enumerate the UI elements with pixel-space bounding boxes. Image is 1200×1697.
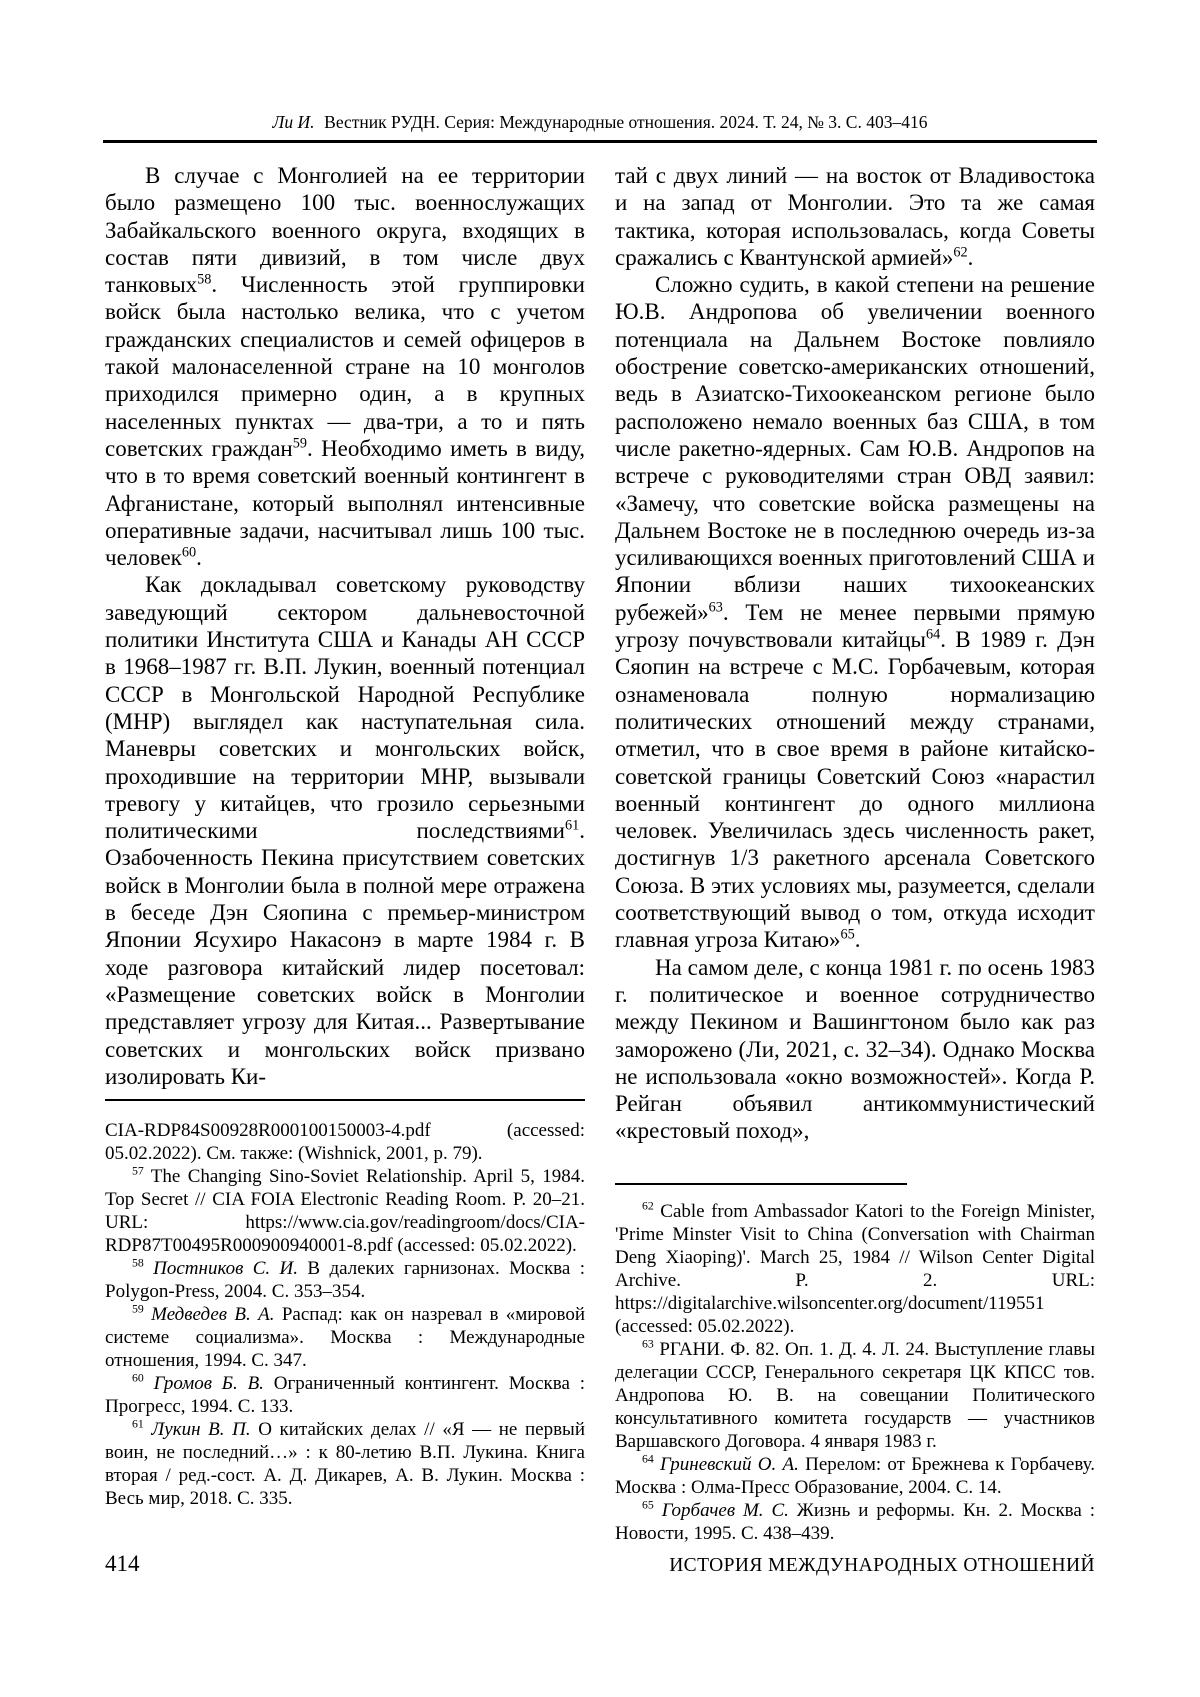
text-run bbox=[144, 1373, 154, 1394]
footnote-list bbox=[105, 1119, 585, 1510]
column-left bbox=[105, 162, 585, 1554]
footnote-ref: 60 bbox=[132, 1371, 144, 1385]
footnote-ref: 63 bbox=[708, 599, 723, 616]
text-run: На самом деле, с конца 1981 г. по осень 1983 г. политическое и военное сотрудничество между Пекином и Вашингтоном было как раз заморожено (Ли, 2021, с. 32–34). Однако Москва не использовала «окно возможностей». Когда Р. Рейган объявил антикоммунистический «крестовый поход», bbox=[615, 954, 1095, 1144]
footnote-ref: 61 bbox=[132, 1417, 144, 1431]
footnote bbox=[615, 1200, 1095, 1338]
text-run: В далеких гарнизонах. Москва : Polygon-Press, 2004. С. 353–354. bbox=[105, 1258, 585, 1302]
text-run: Cable from Ambassador Katori to the Foreign Minister, 'Prime Minster Visit to China (Conversation with Chairman Deng Xiaoping)'. March 25, 1984 // Wilson Center Digital Archive. P. 2. URL: https://digitalarchive.wilsoncenter.org/document/119551 (accessed: 05.02.2022). bbox=[615, 1201, 1095, 1337]
text-run: . Численность этой группировки войск была настолько велика, что с учетом гражданских специалистов и семей офицеров в такой малонаселенной стране на 10 монголов приходился примерно один, а в крупных населенных пунктах — два-три, а то и пять советских граждан bbox=[105, 272, 585, 461]
text-run bbox=[144, 1258, 153, 1279]
footnote-ref: 61 bbox=[565, 817, 580, 834]
column-left-text bbox=[105, 162, 585, 1094]
paragraph bbox=[615, 271, 1095, 953]
column-right-text bbox=[615, 162, 1095, 1172]
italic-text-run: Медведев В. А. bbox=[151, 1304, 275, 1325]
text-run bbox=[654, 1500, 662, 1521]
column-right-footnotes bbox=[615, 1183, 1095, 1545]
footnote-ref: 59 bbox=[292, 435, 307, 452]
text-run: Распад: как он назревал в «мировой системе социализма». Москва : Международные отношения, 1994. С. 347. bbox=[105, 1304, 585, 1371]
text-run: Перелом: от Брежнева к Горбачеву. Москва : Олма-Пресс Образование, 2004. С. 14. bbox=[615, 1454, 1095, 1498]
page-number: 414 bbox=[105, 1551, 140, 1576]
footnote bbox=[105, 1165, 585, 1257]
footnote bbox=[615, 1338, 1095, 1453]
header-rule bbox=[103, 140, 1097, 143]
footnote-ref: 63 bbox=[642, 1337, 654, 1351]
italic-text-run: Постников С. И. bbox=[153, 1258, 299, 1279]
article-body bbox=[105, 162, 1095, 1554]
italic-text-run: Гриневский О. А. bbox=[660, 1454, 799, 1475]
footnote-ref: 60 bbox=[181, 544, 197, 561]
italic-text-run: Громов Б. В. bbox=[153, 1373, 264, 1394]
footnote-separator bbox=[105, 1099, 585, 1101]
text-run: Жизнь и реформы. Кн. 2. Москва : Новости, 1995. С. 438–439. bbox=[615, 1500, 1096, 1544]
column-right bbox=[615, 162, 1095, 1554]
text-run: The Changing Sino-Soviet Relationship. April 5, 1984. Top Secret // CIA FOIA Electronic Reading Room. P. 20–21. URL: https://www.cia.gov/readingroom/docs/CIA-RDP87T00495R000900940001-8.pdf (accessed: 05.02.2022). bbox=[105, 1166, 585, 1256]
text-run: . Тем не менее первыми прямую угрозу почувствовали китайцы bbox=[615, 599, 1095, 653]
footnote bbox=[105, 1119, 585, 1165]
footnote-ref: 62 bbox=[953, 244, 968, 261]
footnote-ref: 64 bbox=[925, 626, 941, 643]
footnote bbox=[105, 1372, 585, 1418]
text-run: В случае с Монголией на ее территории было размещено 100 тыс. военнослужащих Забайкальского военного округа, входящих в состав пяти дивизий, в том числе двух танковых bbox=[105, 163, 585, 298]
footnote-list bbox=[615, 1200, 1095, 1545]
text-run: . Необходимо иметь в виду, что в то время советский военный контингент в Афганистане, который выполнял интенсивные оперативные задачи, насчитывал лишь 100 тыс. человек bbox=[105, 435, 585, 571]
footnote bbox=[105, 1418, 585, 1510]
text-run: РГАНИ. Ф. 82. Оп. 1. Д. 4. Л. 24. Выступление главы делегации СССР, Генерального секретаря ЦК КПСС тов. Андропова Ю. В. на совещании Политического консультативного комитета государств — участников Варшавского Договора. 4 января 1983 г. bbox=[615, 1339, 1095, 1452]
paragraph bbox=[615, 954, 1095, 1145]
footnote-ref: 57 bbox=[132, 1164, 144, 1178]
footnote bbox=[105, 1303, 585, 1372]
text-run: . В 1989 г. Дэн Сяопин на встрече с М.С. Горбачевым, которая ознаменовала полную нормализацию политических отношений между странами, отметил, что в свое время в районе китайско-советской границы Советский Союз «нарастил военный контингент до одного миллиона человек. Увеличилась здесь численность ракет, достигнув 1/3 ракетного арсенала Советского Союза. В этих условиях мы, разумеется, сделали соответствующий вывод о том, откуда исходит главная угроза Китаю» bbox=[615, 627, 1095, 953]
text-run: . bbox=[854, 927, 861, 953]
running-header bbox=[105, 112, 1095, 132]
paragraph bbox=[615, 162, 1095, 271]
footnote-ref: 65 bbox=[840, 926, 855, 943]
text-run: . bbox=[967, 244, 974, 270]
text-run: О китайских делах // «Я — не первый воин, не последний…» : к 80-летию В.П. Лукина. Книга вторая / ред.-сост. А. Д. Дикарев, А. В. Лукин. Москва : Весь мир, 2018. С. 335. bbox=[105, 1419, 585, 1509]
text-run: Сложно судить, в какой степени на решение Ю.В. Андропова об увеличении военного потенциала на Дальнем Востоке повлияло обострение советско-американских отношений, ведь в Азиатско-Тихоокеанском регионе было расположено немало военных баз США, в том числе ракетно-ядерных. Сам Ю.В. Андропов на встрече с руководителями стран ОВД заявил: «Замечу, что советские войска размещены на Дальнем Востоке не в последнюю очередь из-за усиливающихся военных приготовлений США и Японии вблизи наших тихоокеанских рубежей» bbox=[615, 272, 1095, 625]
running-header-author: Ли И. bbox=[272, 112, 315, 132]
footnote-ref: 58 bbox=[132, 1256, 144, 1270]
footnote-ref: 65 bbox=[642, 1498, 654, 1512]
italic-text-run: Лукин В. П. bbox=[151, 1419, 251, 1440]
footnote bbox=[615, 1453, 1095, 1499]
paragraph bbox=[105, 162, 585, 571]
running-header-source: Вестник РУДН. Серия: Международные отношения. 2024. Т. 24, № 3. С. 403–416 bbox=[324, 112, 928, 132]
text-run: CIA-RDP84S00928R000100150003-4.pdf (accessed: 05.02.2022). См. также: (Wishnick, 2001, p. 79). bbox=[105, 1120, 585, 1164]
paragraph bbox=[105, 571, 585, 1090]
text-run: Ограниченный контингент. Москва : Прогресс, 1994. С. 133. bbox=[105, 1373, 586, 1417]
footer-section-title: ИСТОРИЯ МЕЖДУНАРОДНЫХ ОТНОШЕНИЙ bbox=[669, 1555, 1095, 1576]
text-run: . Озабоченность Пекина присутствием советских войск в Монголии была в полной мере отражена в беседе Дэн Сяопина с премьер-министром Японии Ясухиро Накасонэ в марте 1984 г. В ходе разговора китайский лидер посетовал: «Размещение советских войск в Монголии представляет угрозу для Китая... Развертывание советских и монгольских войск призвано изолировать Ки- bbox=[105, 818, 585, 1089]
text-run: тай с двух линий — на восток от Владивостока и на запад от Монголии. Это та же самая тактика, которая использовалась, когда Советы сражались с Квантунской армией» bbox=[615, 163, 1095, 270]
page-footer bbox=[105, 1551, 1095, 1577]
footnote-ref: 59 bbox=[132, 1302, 144, 1316]
italic-text-run: Горбачев М. С. bbox=[661, 1500, 789, 1521]
footnote-ref: 64 bbox=[642, 1452, 654, 1466]
footnote-ref: 58 bbox=[197, 271, 212, 288]
footnote bbox=[615, 1499, 1095, 1545]
column-left-footnotes bbox=[105, 1099, 585, 1510]
footnote-ref: 62 bbox=[642, 1199, 654, 1213]
footnote-separator bbox=[615, 1183, 907, 1185]
footnote bbox=[105, 1257, 585, 1303]
text-run: Как докладывал советскому руководству заведующий сектором дальневосточной политики Института США и Канады АН СССР в 1968–1987 гг. В.П. Лукин, военный потенциал СССР в Монгольской Народной Республике (МНР) выглядел как наступательная сила. Маневры советских и монгольских войск, проходившие на территории МНР, вызывали тревогу у китайцев, что грозило серьезными политическими последствиями bbox=[105, 572, 585, 844]
text-run: . bbox=[196, 545, 202, 571]
